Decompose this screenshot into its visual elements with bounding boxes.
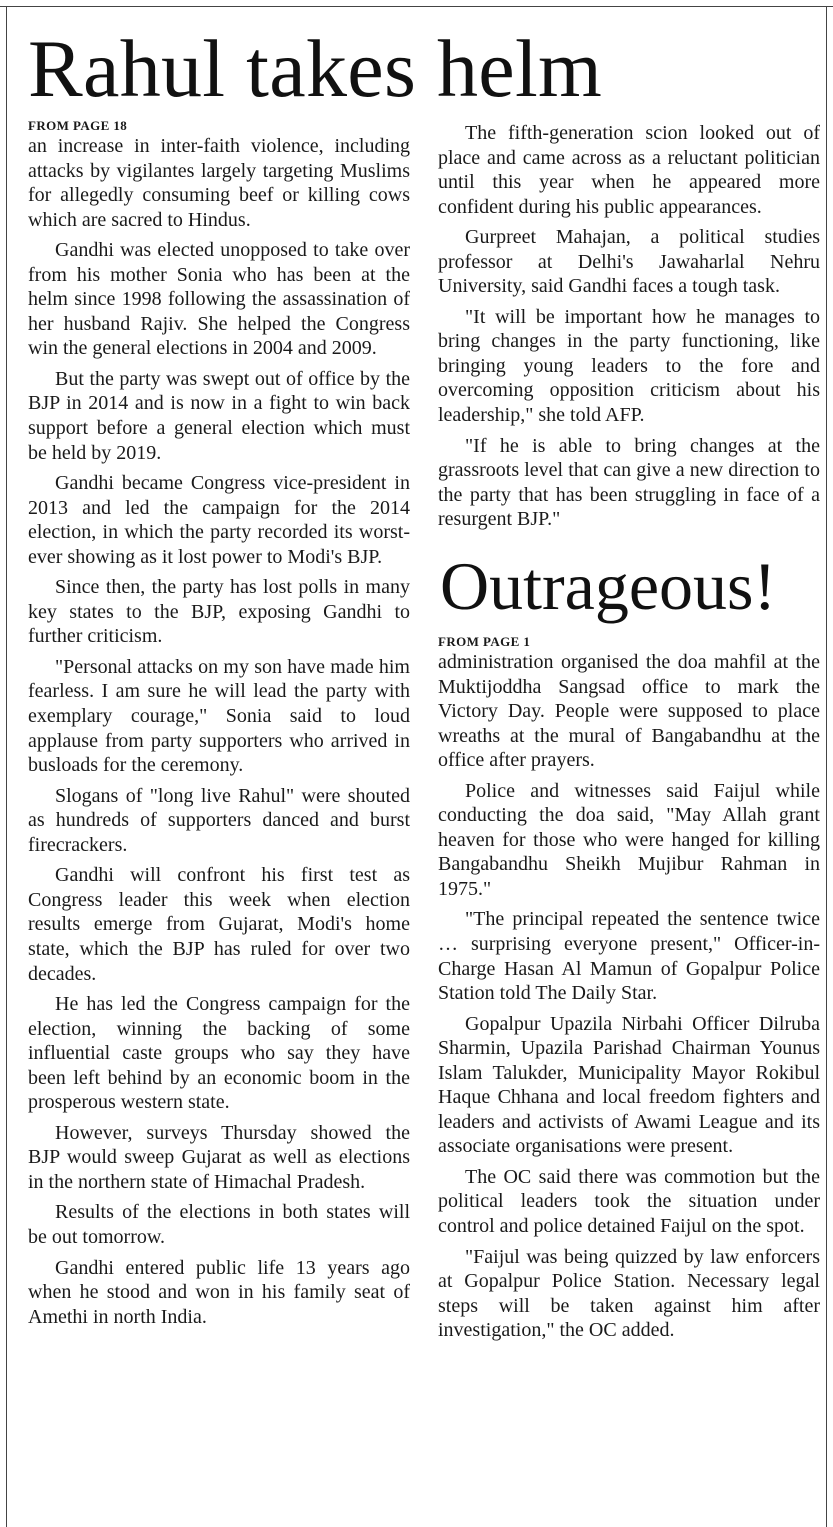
- paragraph: However, surveys Thursday showed the BJP would sweep Gujarat as well as elections in the northern state of Himachal Pradesh.: [28, 1121, 410, 1193]
- paragraph: "The principal repeated the sentence twice … surprising everyone present," Officer-in-Charge Hasan Al Mamun of Gopalpur Police Station told The Daily Star.: [438, 908, 820, 1005]
- paragraph: Since then, the party has lost polls in many key states to the BJP, exposing Gandhi to further criticism.: [28, 576, 410, 648]
- paragraph: Gandhi was elected unopposed to take over from his mother Sonia who has been at the helm since 1998 following the assassination of her husband Rajiv. She helped the Congress win the general elections in 2004 and 2009.: [28, 239, 410, 360]
- right-border-rule: [826, 6, 827, 1527]
- paragraph: The OC said there was commotion but the political leaders took the situation under control and police detained Faijul on the spot.: [438, 1165, 820, 1238]
- rahul-article-column-1: [28, 134, 410, 1527]
- kicker-from-page-18: FROM PAGE 18: [28, 118, 128, 133]
- paragraph: an increase in inter-faith violence, including attacks by vigilantes largely targeting Muslims for allegedly consuming beef or killing cows which are sacred to Hindus.: [28, 135, 410, 231]
- paragraph: The fifth-generation scion looked out of place and came across as a reluctant politician until this year when he appeared more confident during his public appearances.: [438, 122, 820, 218]
- kicker-from-page-1: FROM PAGE 1: [438, 634, 531, 649]
- paragraph: But the party was swept out of office by the BJP in 2014 and is now in a fight to win back support before a general election which must be held by 2019.: [28, 367, 410, 464]
- paragraph: He has led the Congress campaign for the election, winning the backing of some influential caste groups who say they have been left behind by an economic boom in the prosperous western state.: [28, 993, 410, 1114]
- paragraph: "It will be important how he manages to bring changes in the party functioning, like bringing young leaders to the fore and overcoming opposition criticism about his leadership," she told AFP.: [438, 305, 820, 427]
- paragraph: administration organised the doa mahfil at the Muktijoddha Sangsad office to mark the Victory Day. People were supposed to place wreaths at the mural of Bangabandhu at the office after prayers.: [438, 651, 820, 772]
- paragraph: Slogans of "long live Rahul" were shouted as hundreds of supporters danced and burst firecrackers.: [28, 784, 410, 856]
- paragraph: Gandhi entered public life 13 years ago when he stood and won in his family seat of Amethi in north India.: [28, 1256, 410, 1328]
- top-border-rule: [0, 6, 833, 7]
- paragraph: "Faijul was being quizzed by law enforcers at Gopalpur Police Station. Necessary legal steps will be taken against him after investigation," the OC added.: [438, 1245, 820, 1342]
- paragraph: "If he is able to bring changes at the grassroots level that can give a new direction to the party that has been struggling in face of a resurgent BJP.": [438, 434, 820, 531]
- paragraph: Gandhi will confront his first test as Congress leader this week when election results emerge from Gujarat, Modi's home state, which the BJP has ruled for over two decades.: [28, 864, 410, 985]
- paragraph: Gurpreet Mahajan, a political studies professor at Delhi's Jawaharlal Nehru University, said Gandhi faces a tough task.: [438, 226, 820, 298]
- paragraph: Police and witnesses said Faijul while conducting the doa said, "May Allah grant heaven for those who were hanged for killing Bangabandhu Sheikh Mujibur Rahman in 1975.": [438, 779, 820, 900]
- outrageous-article-column: [438, 650, 820, 1527]
- paragraph: Gopalpur Upazila Nirbahi Officer Dilruba Sharmin, Upazila Parishad Chairman Younus Islam Talukder, Municipality Mayor Rokibul Haque Chhana and local freedom fighters and leaders and activists of Awami League and its associate organisations were present.: [438, 1012, 820, 1158]
- paragraph: "Personal attacks on my son have made him fearless. I am sure he will lead the party with exemplary courage," Sonia said to loud applause from party supporters who arrived in busloads for the ceremony.: [28, 655, 410, 777]
- headline-rahul-takes-helm: Rahul takes helm: [28, 23, 603, 114]
- paragraph: Results of the elections in both states will be out tomorrow.: [28, 1201, 410, 1248]
- left-border-rule: [6, 6, 7, 1527]
- rahul-article-column-2: [438, 115, 820, 555]
- headline-outrageous: Outrageous!: [440, 548, 777, 624]
- paragraph: Gandhi became Congress vice-president in 2013 and led the campaign for the 2014 election, in which the party recorded its worst-ever showing as it lost power to Modi's BJP.: [28, 472, 410, 568]
